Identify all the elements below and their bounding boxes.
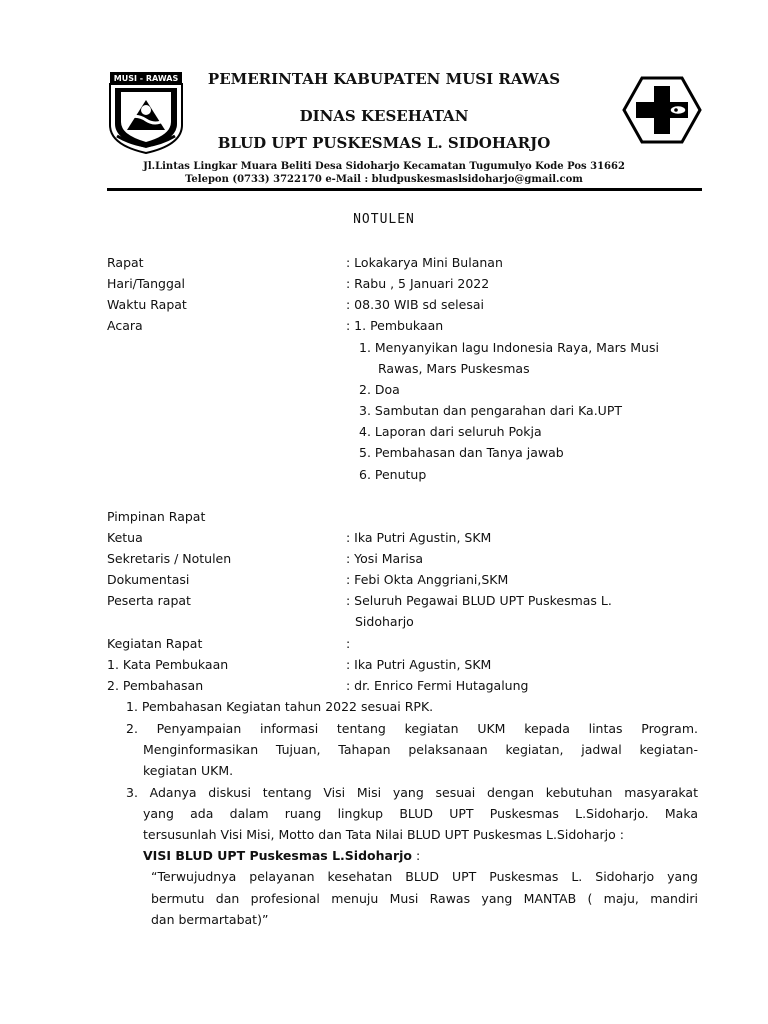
agenda-item: 2. Doa	[359, 382, 400, 397]
rapat-value: : Lokakarya Mini Bulanan	[346, 255, 503, 270]
discussion-point-continued: kegiatan UKM.	[143, 763, 234, 778]
visi-statement-continued: bermutu dan profesional menuju Musi Rawas yang MANTAB ( maju, mandiri	[151, 891, 698, 906]
acara-label: Acara	[107, 318, 143, 333]
waktu-value: : 08.30 WIB sd selesai	[346, 297, 484, 312]
hari-label: Hari/Tanggal	[107, 276, 186, 291]
pembahasan-value: : dr. Enrico Fermi Hutagalung	[346, 678, 529, 693]
peserta-label: Peserta rapat	[107, 593, 191, 608]
agenda-item: 1. Menyanyikan lagu Indonesia Raya, Mars Musi	[359, 340, 659, 355]
kegiatan-label: Kegiatan Rapat	[107, 636, 203, 651]
agenda-item-continued: Rawas, Mars Puskesmas	[378, 361, 530, 376]
header-address: Jl.Lintas Lingkar Muara Beliti Desa Sidoharjo Kecamatan Tugumulyo Kode Pos 31662	[143, 161, 625, 172]
visi-heading: VISI BLUD UPT Puskesmas L.Sidoharjo	[143, 848, 413, 863]
document-title: NOTULEN	[353, 212, 415, 227]
visi-heading-line	[143, 848, 420, 863]
kata-pembukaan-value: : Ika Putri Agustin, SKM	[346, 657, 492, 672]
header-line-department: DINAS KESEHATAN	[299, 107, 469, 125]
discussion-point: 3. Adanya diskusi tentang Visi Misi yang sesuai dengan kebutuhan masyarakat	[126, 785, 698, 800]
header-line-government: PEMERINTAH KABUPATEN MUSI RAWAS	[207, 70, 561, 88]
sekretaris-label: Sekretaris / Notulen	[107, 551, 232, 566]
agenda-item: 4. Laporan dari seluruh Pokja	[359, 424, 542, 439]
pimpinan-label: Pimpinan Rapat	[107, 509, 206, 524]
header-contact: Telepon (0733) 3722170 e-Mail : bludpuskesmaslsidoharjo@gmail.com	[185, 174, 583, 185]
discussion-point-continued: Menginformasikan Tujuan, Tahapan pelaksanaan kegiatan, jadwal kegiatan-	[143, 742, 698, 757]
discussion-point-continued: yang ada dalam ruang lingkup BLUD UPT Puskesmas L.Sidoharjo. Maka	[143, 806, 698, 821]
acara-value: : 1. Pembukaan	[346, 318, 444, 333]
hari-value: : Rabu , 5 Januari 2022	[346, 276, 490, 291]
waktu-label: Waktu Rapat	[107, 297, 187, 312]
agenda-item: 5. Pembahasan dan Tanya jawab	[359, 445, 564, 460]
pembahasan-label: 2. Pembahasan	[107, 678, 204, 693]
discussion-point: 2. Penyampaian informasi tentang kegiatan UKM kepada lintas Program.	[126, 721, 698, 736]
agenda-item: 3. Sambutan dan pengarahan dari Ka.UPT	[359, 403, 623, 418]
header-divider	[107, 188, 702, 191]
agenda-item: 6. Penutup	[359, 467, 427, 482]
peserta-value-continued: Sidoharjo	[355, 614, 414, 629]
visi-statement: “Terwujudnya pelayanan kesehatan BLUD UPT Puskesmas L. Sidoharjo yang	[151, 869, 698, 884]
ketua-label: Ketua	[107, 530, 143, 545]
discussion-point-continued: tersusunlah Visi Misi, Motto dan Tata Nilai BLUD UPT Puskesmas L.Sidoharjo :	[143, 827, 624, 842]
visi-colon: :	[412, 848, 421, 863]
sekretaris-value: : Yosi Marisa	[346, 551, 423, 566]
ketua-value: : Ika Putri Agustin, SKM	[346, 530, 492, 545]
kegiatan-colon: :	[346, 636, 351, 651]
logo-text: MUSI - RAWAS	[113, 74, 179, 83]
kata-pembukaan-label: 1. Kata Pembukaan	[107, 657, 229, 672]
dokumentasi-value: : Febi Okta Anggriani,SKM	[346, 572, 509, 587]
rapat-label: Rapat	[107, 255, 144, 270]
peserta-value: : Seluruh Pegawai BLUD UPT Puskesmas L.	[346, 593, 612, 608]
dokumentasi-label: Dokumentasi	[107, 572, 190, 587]
visi-statement-continued: dan bermartabat)”	[151, 912, 269, 927]
discussion-point: 1. Pembahasan Kegiatan tahun 2022 sesuai RPK.	[126, 699, 434, 714]
header-line-institution: BLUD UPT PUSKESMAS L. SIDOHARJO	[217, 134, 551, 152]
